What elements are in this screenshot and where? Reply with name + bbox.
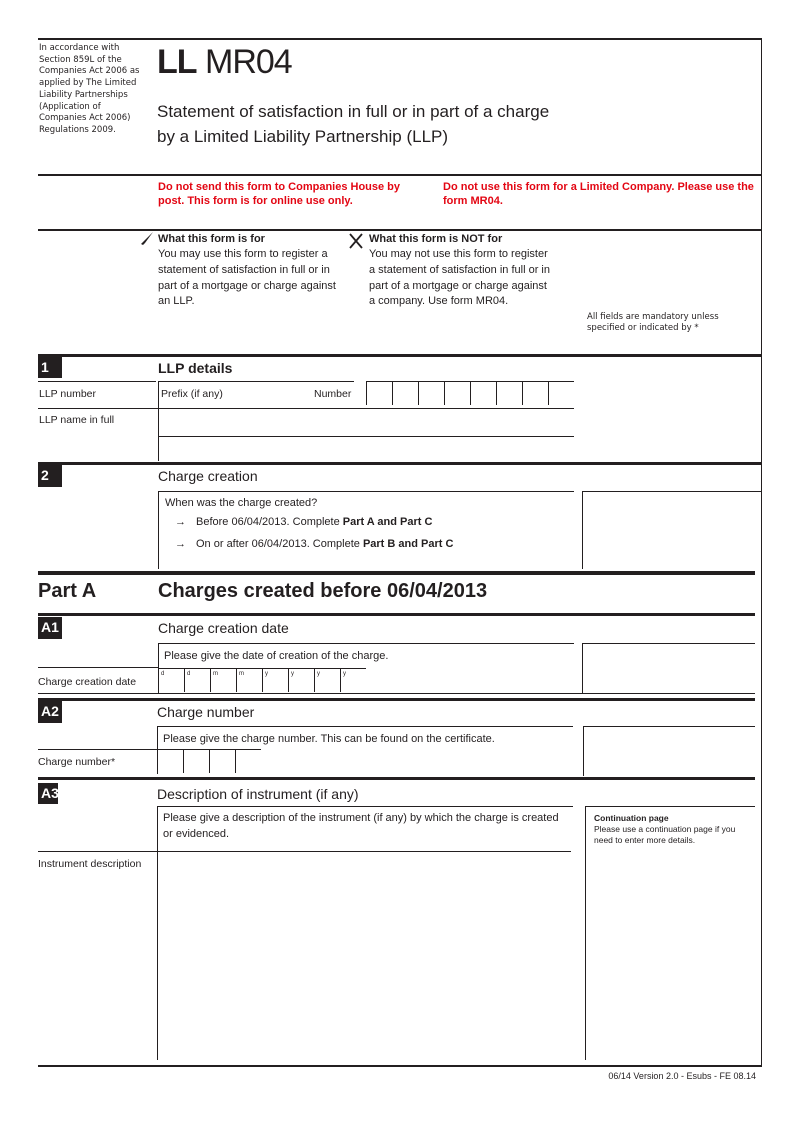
A3-number: A3: [38, 783, 58, 804]
mandatory-note: All fields are mandatory unless specified or indicated by *: [587, 312, 719, 333]
what-not-for-block: [369, 232, 554, 310]
llp-number-box[interactable]: [470, 381, 496, 405]
what-for-block: [158, 232, 338, 310]
charge-creation-date-boxes: [158, 668, 366, 692]
date-box-day[interactable]: d: [158, 668, 184, 692]
instrument-description-field[interactable]: [158, 852, 576, 1059]
charge-creation-side-box: [582, 491, 762, 569]
section1-number: 1: [38, 357, 62, 378]
charge-number-box[interactable]: [157, 749, 183, 773]
frame-bottom-border: [38, 1065, 762, 1067]
llp-number-box[interactable]: [548, 381, 574, 405]
what-not-for-heading: What this form is NOT for: [369, 233, 503, 245]
warning-not-limited-company: Do not use this form for a Limited Company. Please use the form MR04.: [443, 181, 754, 207]
charge-option-parts: Part A and Part C: [342, 516, 433, 528]
header-divider: [38, 174, 762, 176]
partA-bar: [38, 571, 755, 575]
charge-creation-question: When was the charge created?: [165, 497, 318, 509]
continuation-box: [585, 806, 755, 1060]
form-code: [157, 42, 292, 82]
continuation-text: Please use a continuation page if you need to enter more details.: [594, 824, 736, 845]
section1-bar: [38, 354, 762, 357]
charge-creation-options: [175, 511, 453, 555]
prefix-left-line: [158, 381, 159, 409]
charge-number-box[interactable]: [235, 749, 261, 773]
date-box-month[interactable]: m: [210, 668, 236, 692]
A1-field-label: Charge creation date: [38, 676, 137, 688]
date-box-year[interactable]: y: [340, 668, 366, 692]
footer-version: 06/14 Version 2.0 - Esubs - FE 08.14: [608, 1071, 756, 1081]
A1-bar: [38, 613, 755, 616]
charge-creation-box: [158, 491, 574, 569]
llp-number-label: LLP number: [39, 388, 97, 400]
charge-option-before[interactable]: [175, 511, 453, 533]
continuation-title: Continuation page: [594, 813, 669, 823]
A1-title: Charge creation date: [158, 620, 289, 636]
cross-icon: [349, 233, 363, 249]
llp-number-box[interactable]: [418, 381, 444, 405]
charge-number-box[interactable]: [183, 749, 209, 773]
llp-name-field-1[interactable]: [158, 408, 574, 436]
charge-number-boxes: [157, 749, 261, 773]
charge-option-after[interactable]: [175, 533, 453, 555]
charge-option-text: On or after 06/04/2013. Complete: [196, 538, 363, 550]
arrow-right-icon: →: [175, 538, 186, 550]
section1-title: LLP details: [158, 360, 233, 376]
legal-note: In accordance with Section 859L of the Companies Act 2006 as applied by The Limited Liability Partnerships (Application of Companies Act 2006) Regulations 2009.: [39, 43, 140, 135]
what-for-text: You may use this form to register a statement of satisfaction in full or in part of a mortgage or charge against an LLP.: [158, 248, 336, 308]
number-label: Number: [314, 388, 352, 400]
A1-bottom-line: [38, 693, 755, 694]
frame-top-border: [38, 38, 762, 40]
A2-number: A2: [38, 701, 62, 723]
warning-online-only: Do not send this form to Companies House by post. This form is for online use only.: [158, 181, 401, 207]
A3-label-line: [38, 851, 157, 852]
form-code-prefix: LL: [157, 43, 197, 81]
A2-instruction-top: [157, 726, 573, 727]
A2-label-line: [38, 749, 157, 750]
date-box-year[interactable]: y: [262, 668, 288, 692]
llp-number-box[interactable]: [496, 381, 522, 405]
what-not-for-text: You may not use this form to register a statement of satisfaction in full or in part of a mortgage or charge against a company. Use form MR04.: [369, 248, 550, 308]
charge-option-parts: Part B and Part C: [362, 538, 454, 550]
llp-number-box[interactable]: [444, 381, 470, 405]
A2-field-label: Charge number*: [38, 756, 116, 768]
A3-instruction: Please give a description of the instrument (if any) by which the charge is created or evidenced.: [163, 812, 559, 840]
date-box-year[interactable]: y: [314, 668, 340, 692]
form-code-number: MR04: [205, 43, 292, 81]
A3-instruction-top: [157, 806, 573, 807]
llp-number-label-line: [38, 381, 156, 382]
A3-title: Description of instrument (if any): [157, 786, 359, 802]
form-title: Statement of satisfaction in full or in part of a charge by a Limited Liability Partnership (LLP): [157, 102, 550, 146]
llp-number-boxes: [366, 381, 574, 405]
prefix-label: Prefix (if any): [161, 388, 223, 400]
partA-title: Charges created before 06/04/2013: [158, 580, 488, 602]
section2-bar: [38, 462, 762, 465]
arrow-right-icon: →: [175, 516, 186, 528]
A1-side-box: [582, 643, 755, 693]
A1-instruction: Please give the date of creation of the charge.: [164, 650, 389, 662]
date-box-month[interactable]: m: [236, 668, 262, 692]
prefix-top-line: [158, 381, 354, 382]
llp-number-box[interactable]: [392, 381, 418, 405]
A2-instruction: Please give the charge number. This can be found on the certificate.: [163, 733, 495, 745]
section2-title: Charge creation: [158, 468, 258, 484]
charge-number-box[interactable]: [209, 749, 235, 773]
A2-side-box: [583, 726, 755, 776]
A3-field-label: Instrument description: [38, 858, 142, 870]
llp-number-box[interactable]: [522, 381, 548, 405]
charge-option-text: Before 06/04/2013. Complete: [196, 516, 343, 528]
A2-bar: [38, 698, 755, 701]
llp-name-label: LLP name in full: [39, 414, 115, 426]
llp-name-field-2[interactable]: [158, 436, 574, 461]
section2-number: 2: [38, 465, 62, 487]
checkmark-icon: [140, 231, 154, 247]
date-box-year[interactable]: y: [288, 668, 314, 692]
A3-bar: [38, 777, 755, 780]
llp-number-box[interactable]: [366, 381, 392, 405]
A1-instruction-top: [158, 643, 574, 644]
partA-label: Part A: [38, 580, 97, 602]
what-for-heading: What this form is for: [158, 233, 265, 245]
A2-title: Charge number: [157, 704, 255, 720]
A1-label-line: [38, 667, 158, 668]
A1-number: A1: [38, 617, 62, 639]
date-box-day[interactable]: d: [184, 668, 210, 692]
